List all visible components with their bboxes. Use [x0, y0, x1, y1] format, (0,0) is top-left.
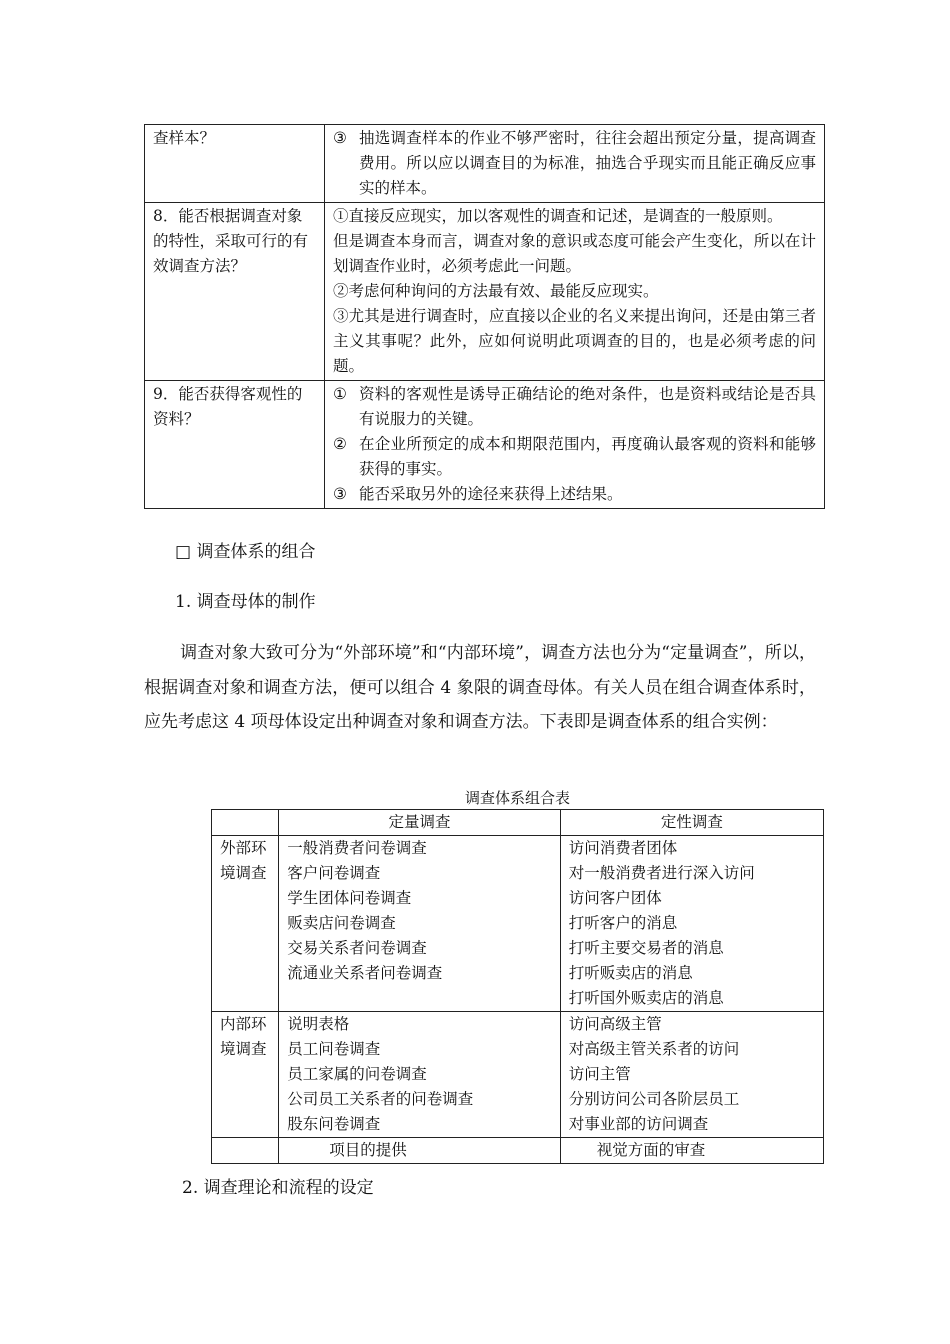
list-item: 对事业部的访问调查 [568, 1115, 709, 1133]
table-header-row [212, 810, 824, 836]
list-item: 交易关系者问卷调查 [287, 939, 427, 957]
list-item: 分别访问公司各阶层员工 [568, 1090, 740, 1108]
list-item: 贩卖店问卷调查 [287, 914, 396, 932]
table-row [145, 203, 825, 381]
list-item: 访问主管 [568, 1065, 631, 1083]
list-item: 学生团体问卷调查 [287, 889, 412, 907]
table-row-external [212, 836, 824, 1012]
list-item: 客户问卷调查 [287, 864, 381, 882]
list-item: 访问消费者团体 [568, 839, 678, 857]
header-cell-quantitative: 定量调查 [279, 810, 561, 836]
subsection-heading: 2. 调查理论和流程的设定 [182, 1178, 374, 1198]
table-row [145, 125, 825, 203]
table-caption: 调查体系组合表 [464, 789, 570, 807]
list-item: 访问客户团体 [568, 889, 662, 907]
list-item: 公司员工关系者的问卷调查 [287, 1090, 474, 1108]
list-item: 员工家属的问卷调查 [287, 1065, 427, 1083]
answer-paragraph: ③尤其是进行调查时，应直接以企业的名义来提出询问，还是由第三者主义其事呢？此外，应如何说明此项调查的目的，也是必须考虑的问题。 [333, 307, 816, 375]
qualitative-cell [560, 836, 823, 1012]
list-item: 打听国外贩卖店的消息 [568, 989, 724, 1007]
question-cell: 查样本？ [145, 125, 325, 203]
answer-cell [325, 125, 825, 203]
list-item: 对高级主管关系者的访问 [568, 1040, 740, 1058]
table-row [145, 381, 825, 509]
list-item: 访问高级主管 [568, 1015, 662, 1033]
list-item [333, 482, 816, 507]
header-cell-empty [212, 810, 279, 836]
list-item: 打听客户的消息 [568, 914, 678, 932]
list-item: 打听贩卖店的消息 [568, 964, 693, 982]
row-label-internal: 内部环境调查 [212, 1012, 279, 1138]
item-number: ③ [333, 485, 347, 503]
table-row-internal [212, 1012, 824, 1138]
header-cell-qualitative: 定性调查 [560, 810, 823, 836]
list-item: 对一般消费者进行深入访问 [568, 864, 755, 882]
checklist-table [144, 124, 825, 509]
footer-cell-right: 视觉方面的审查 [560, 1138, 823, 1164]
body-paragraph [144, 636, 816, 740]
list-item [333, 126, 816, 201]
list-item: 股东问卷调查 [287, 1115, 381, 1133]
list-item [333, 382, 816, 432]
paragraph-text: 调查对象大致可分为“外部环境”和“内部环境”，调查方法也分为“定量调查”，所以，根据调查对象和调查方法，便可以组合 4 象限的调查母体。有关人员在组合调查体系时，应先考虑这 4 项母体设定出种调查对象和调查方法。下表即是调查体系的组合实例： [144, 643, 816, 732]
answer-paragraph: 但是调查本身而言，调查对象的意识或态度可能会产生变化，所以在计划调查作业时，必须考虑此一问题。 [333, 232, 816, 275]
quantitative-cell [279, 1012, 561, 1138]
item-number: ③ [333, 129, 347, 147]
combination-table [211, 809, 824, 1164]
question-cell: 9．能否获得客观性的资料？ [145, 381, 325, 509]
list-item [333, 432, 816, 482]
answer-paragraph: ①直接反应现实，加以客观性的调查和记述，是调查的一般原则。 [333, 207, 783, 225]
item-text: 在企业所预定的成本和期限范围内，再度确认最客观的资料和能够获得的事实。 [359, 435, 816, 478]
list-item: 一般消费者问卷调查 [287, 839, 427, 857]
list-item: 员工问卷调查 [287, 1040, 381, 1058]
table-footer-row [212, 1138, 824, 1164]
footer-cell-empty [212, 1138, 279, 1164]
footer-cell-left: 项目的提供 [279, 1138, 561, 1164]
item-number: ② [333, 435, 347, 453]
item-text: 抽选调查样本的作业不够严密时，往往会超出预定分量，提高调查费用。所以应以调查目的为标准，抽选合乎现实而且能正确反应事实的样本。 [359, 129, 816, 197]
qualitative-cell [560, 1012, 823, 1138]
quantitative-cell [279, 836, 561, 1012]
list-item: 流通业关系者问卷调查 [287, 964, 443, 982]
list-item: 打听主要交易者的消息 [568, 939, 724, 957]
subsection-heading: 1. 调查母体的制作 [175, 592, 316, 612]
answer-cell [325, 381, 825, 509]
item-number: ① [333, 385, 347, 403]
item-text: 能否采取另外的途径来获得上述结果。 [359, 485, 623, 503]
list-item: 说明表格 [287, 1015, 350, 1033]
item-text: 资料的客观性是诱导正确结论的绝对条件，也是资料或结论是否具有说服力的关键。 [359, 385, 816, 428]
answer-cell [325, 203, 825, 381]
question-cell: 8．能否根据调查对象的特性，采取可行的有效调查方法？ [145, 203, 325, 381]
row-label-external: 外部环境调查 [212, 836, 279, 1012]
answer-paragraph: ②考虑何种询问的方法最有效、最能反应现实。 [333, 282, 659, 300]
section-heading: □ 调查体系的组合 [175, 542, 316, 562]
